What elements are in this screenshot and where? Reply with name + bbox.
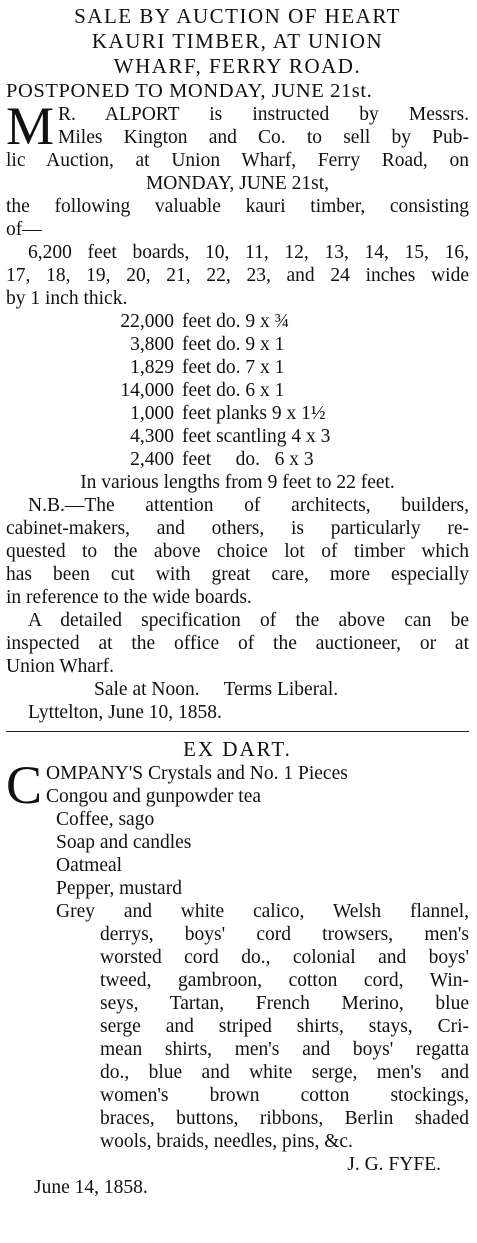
drop-cap: C <box>6 762 43 808</box>
ad-dateline: Lyttelton, June 10, 1858. <box>28 702 222 723</box>
ad-heading-line-3: WHARF, FERRY ROAD. <box>113 54 362 78</box>
ad-heading-line-2: KAURI TIMBER, AT UNION <box>91 29 384 53</box>
goods-line: Congou and gunpowder tea <box>46 786 262 807</box>
consisting-line: of— <box>6 219 42 240</box>
timber-qty: 2,400 <box>130 449 174 470</box>
ad-heading: EX DART. <box>183 737 292 761</box>
timber-qty: 14,000 <box>120 380 174 401</box>
timber-item <box>6 425 469 448</box>
postponed-notice: POSTPONED TO MONDAY, JUNE 21st. <box>6 80 373 102</box>
sale-date: MONDAY, JUNE 21st, <box>145 173 330 194</box>
calico-line: derrys, boys' cord trowsers, men's <box>100 924 469 945</box>
nb-line: N.B.—The attention of architects, builders, <box>28 495 469 516</box>
goods-item: Oatmeal <box>56 855 123 876</box>
calico-line: do., blue and white serge, men's and <box>100 1062 469 1083</box>
ad-heading-line-1: SALE BY AUCTION OF HEART <box>74 4 401 28</box>
calico-line: mean shirts, men's and boys' regatta <box>100 1039 469 1060</box>
intro-line: R. ALPORT is instructed by Messrs. <box>58 104 469 125</box>
boards-line: by 1 inch thick. <box>6 288 128 309</box>
nb-line: quested to the above choice lot of timber which <box>6 541 469 562</box>
timber-desc: feet do. 7 x 1 <box>182 357 285 378</box>
intro-line: Miles Kington and Co. to sell by Pub- <box>58 127 469 148</box>
timber-item <box>6 310 469 333</box>
auction-advertisement <box>6 4 469 724</box>
timber-desc: feet do. 9 x 1 <box>182 334 285 355</box>
goods-advertisement <box>6 737 469 1199</box>
signature: J. G. FYFE. <box>347 1154 441 1175</box>
timber-item <box>6 333 469 356</box>
timber-desc: feet do. 6 x 1 <box>182 380 285 401</box>
intro-line: lic Auction, at Union Wharf, Ferry Road, on <box>6 150 469 171</box>
calico-line: wools, braids, needles, pins, &c. <box>100 1131 353 1152</box>
spec-line: inspected at the office of the auctioneer, or at <box>6 633 469 654</box>
calico-line: braces, buttons, ribbons, Berlin shaded <box>100 1108 469 1129</box>
timber-desc: feet do. 9 x ¾ <box>182 311 290 332</box>
timber-qty: 4,300 <box>130 426 174 447</box>
boards-line: 6,200 feet boards, 10, 11, 12, 13, 14, 15, 16, <box>28 242 469 263</box>
nb-line: in reference to the wide boards. <box>6 587 252 608</box>
boards-line: 17, 18, 19, 20, 21, 22, 23, and 24 inches wide <box>6 265 469 286</box>
timber-item <box>6 448 469 471</box>
calico-line: Grey and white calico, Welsh flannel, <box>56 901 469 922</box>
nb-line: cabinet-makers, and others, is particularly re- <box>6 518 469 539</box>
lengths-note: In various lengths from 9 feet to 22 feet. <box>80 472 395 493</box>
calico-line: women's brown cotton stockings, <box>100 1085 469 1106</box>
ad-dateline: June 14, 1858. <box>34 1177 148 1198</box>
timber-item <box>6 379 469 402</box>
timber-qty: 1,829 <box>130 357 174 378</box>
timber-item <box>6 356 469 379</box>
spec-line: Union Wharf. <box>6 656 114 677</box>
section-divider <box>6 731 469 732</box>
nb-line: has been cut with great care, more especially <box>6 564 469 585</box>
drop-cap: M <box>6 103 55 149</box>
timber-desc: feet planks 9 x 1½ <box>182 403 326 424</box>
goods-line: OMPANY'S Crystals and No. 1 Pieces <box>46 763 348 784</box>
intro-paragraph <box>6 103 469 149</box>
consisting-line: the following valuable kauri timber, consisting <box>6 196 469 217</box>
calico-line: serge and striped shirts, stays, Cri- <box>100 1016 469 1037</box>
calico-line: worsted cord do., colonial and boys' <box>100 947 469 968</box>
goods-item: Soap and candles <box>56 832 192 853</box>
sale-terms: Sale at Noon. Terms Liberal. <box>94 679 339 700</box>
goods-item: Pepper, mustard <box>56 878 182 899</box>
calico-line: tweed, gambroon, cotton cord, Win- <box>100 970 469 991</box>
goods-intro <box>6 762 469 808</box>
timber-desc: feet do. 6 x 3 <box>182 449 314 470</box>
timber-qty: 3,800 <box>130 334 174 355</box>
timber-desc: feet scantling 4 x 3 <box>182 426 331 447</box>
timber-list <box>6 310 469 471</box>
timber-item <box>6 402 469 425</box>
timber-qty: 22,000 <box>120 311 174 332</box>
goods-item: Coffee, sago <box>56 809 155 830</box>
calico-line: seys, Tartan, French Merino, blue <box>100 993 469 1014</box>
spec-line: A detailed specification of the above can be <box>28 610 469 631</box>
timber-qty: 1,000 <box>130 403 174 424</box>
